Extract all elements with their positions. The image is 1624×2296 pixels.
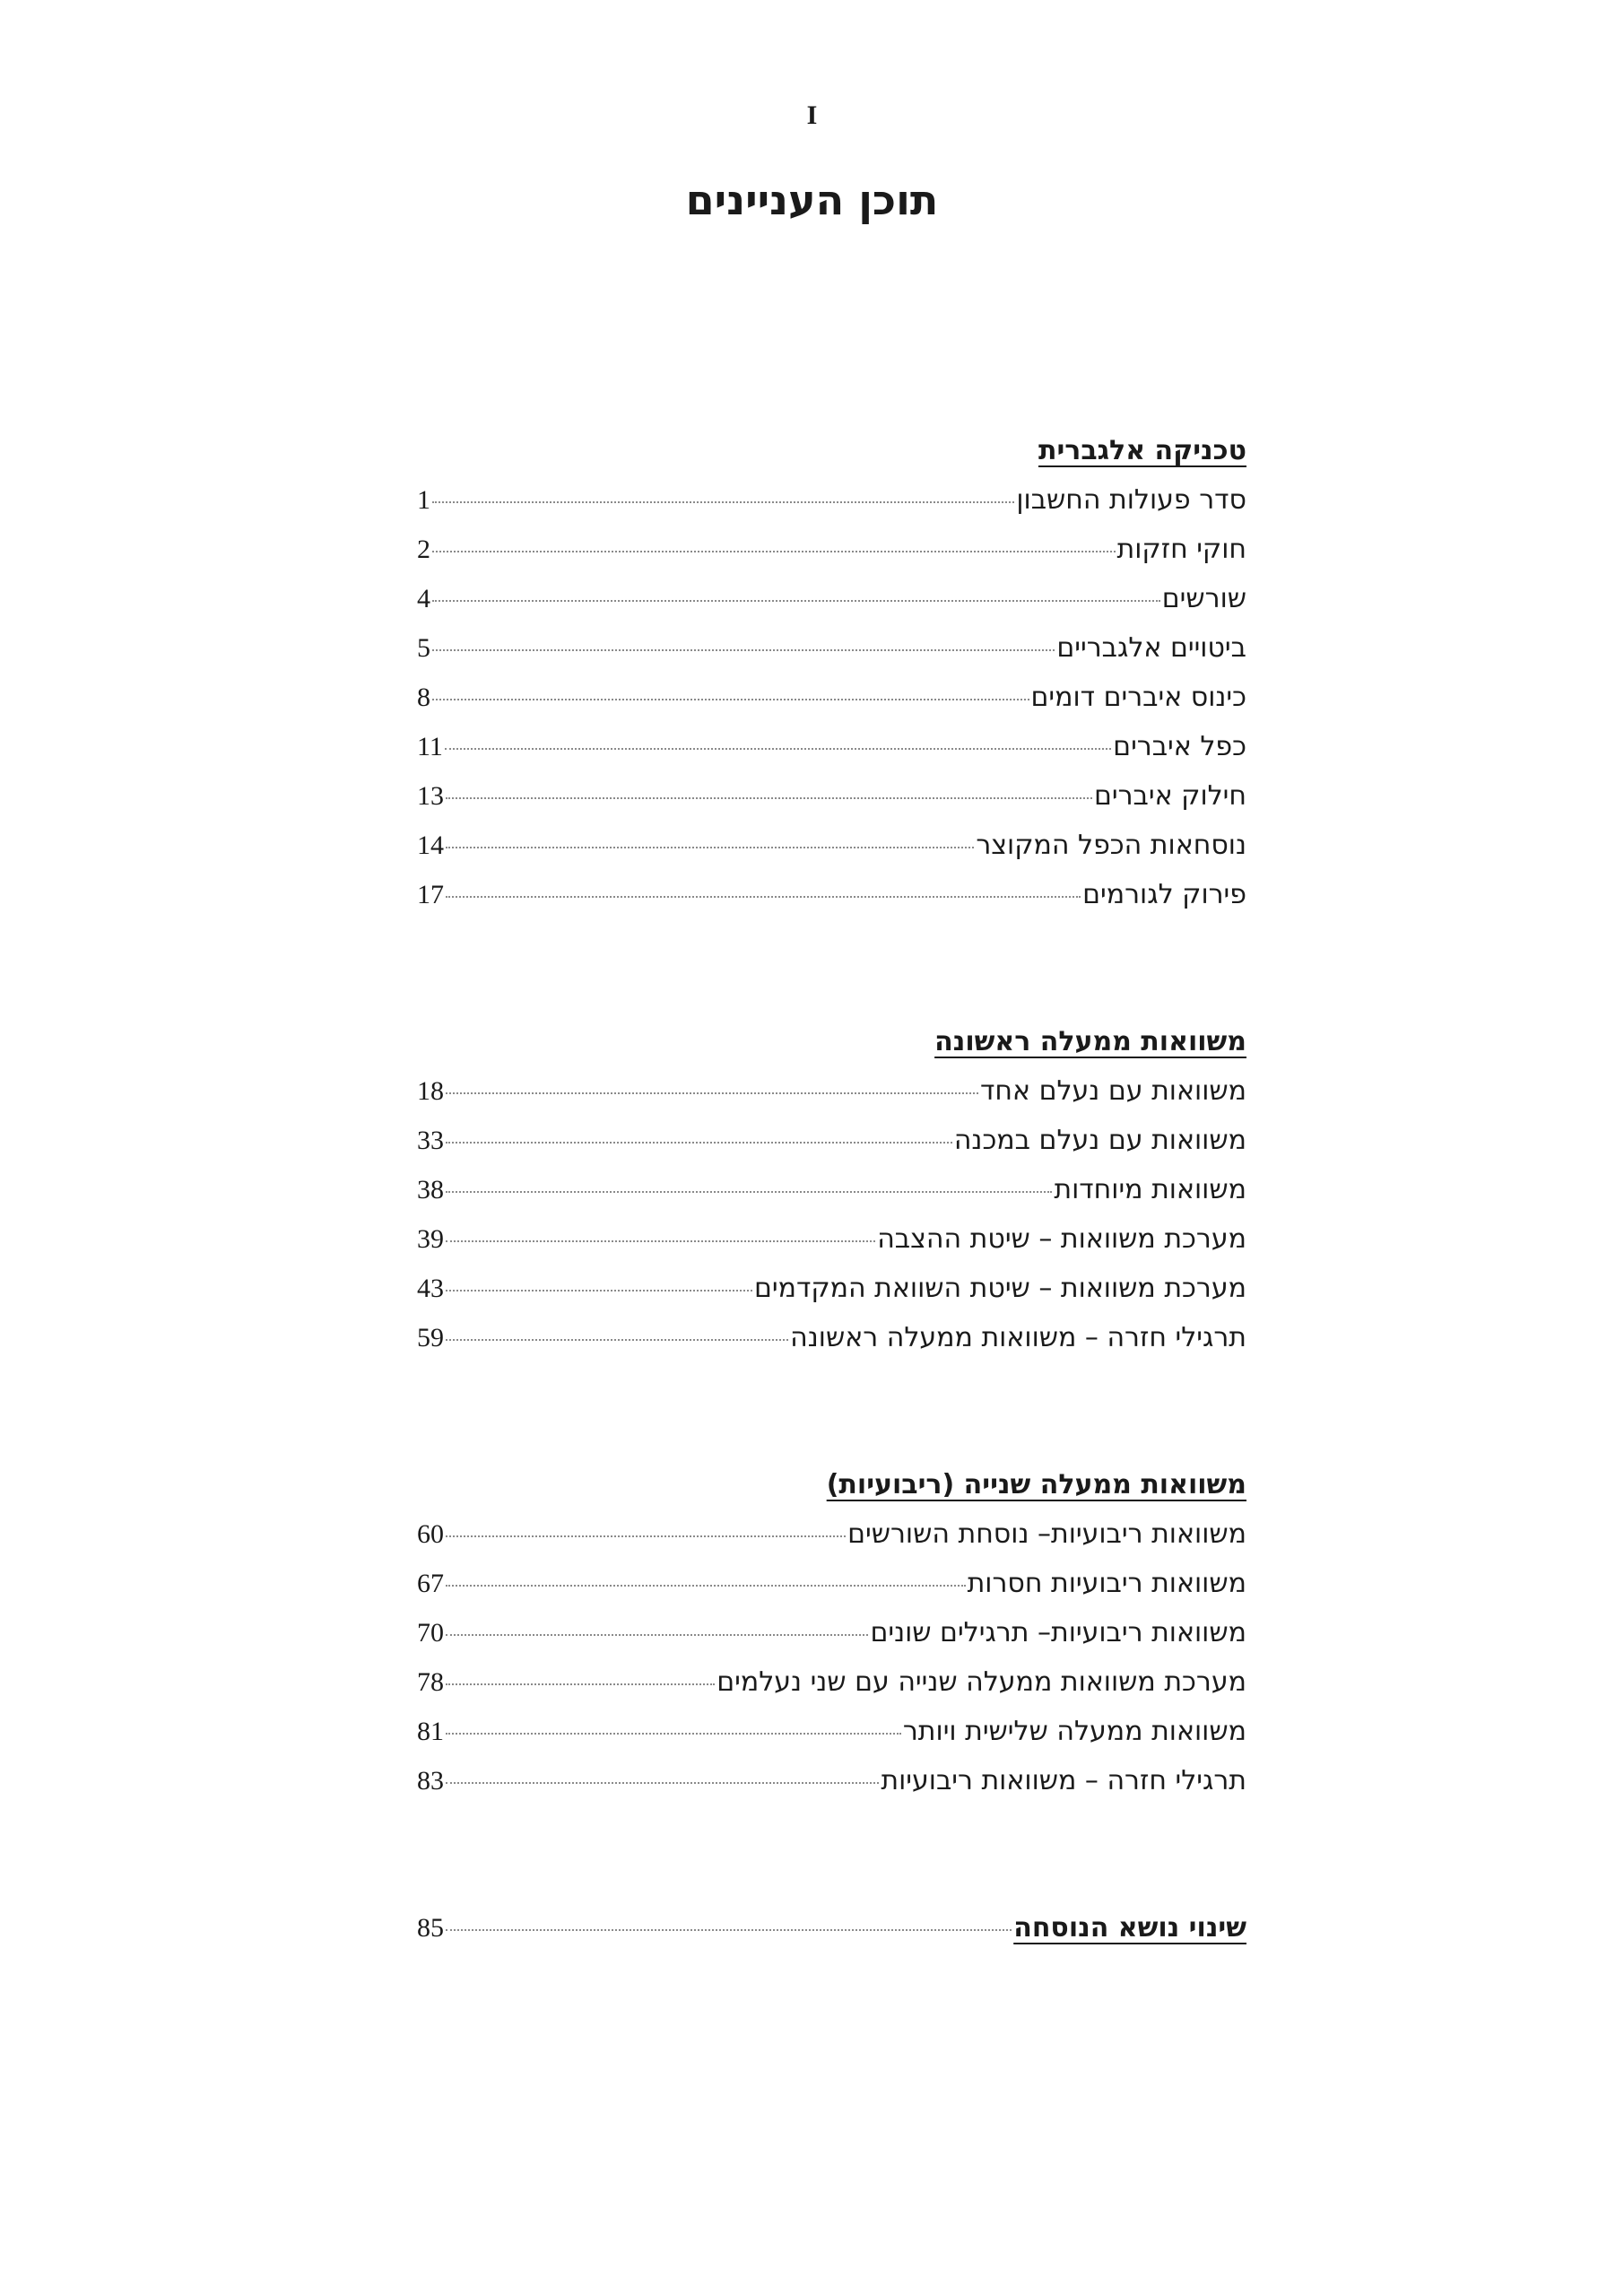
toc-section-formula-subject-change [417,1903,1246,1952]
toc-entry-title: מערכת משוואות – שיטת ההצבה [877,1223,1246,1255]
toc-entry-page: 38 [417,1175,444,1205]
dot-leader [446,1683,715,1685]
toc-entry-title: נוסחאות הכפל המקוצר [976,830,1246,861]
toc-entry-title: תרגילי חזרה – משוואות ריבועיות [881,1765,1246,1796]
toc-entry [417,1165,1246,1214]
toc-entry [417,771,1246,821]
toc-entry-page: 13 [417,781,444,811]
toc-entry-title: מערכת משוואות ממעלה שנייה עם שני נעלמים [716,1666,1246,1698]
toc-entry-page: 11 [417,732,443,761]
toc-entry-page: 8 [417,683,430,712]
dot-leader [446,1339,788,1341]
toc-entry-page: 67 [417,1569,444,1598]
toc-entry [417,821,1246,870]
toc-entry-page: 39 [417,1224,444,1254]
toc-entry [417,722,1246,771]
toc-entry-page: 59 [417,1323,444,1352]
toc-section-quadratic-equations [417,1460,1246,1805]
dot-leader [446,1142,952,1144]
dot-leader [446,1585,966,1587]
toc-entry [417,475,1246,525]
toc-entry [417,870,1246,919]
toc-section-algebraic-technique [417,426,1246,919]
toc-entry [417,1707,1246,1756]
toc-entry-title: כפל איברים [1113,731,1246,762]
toc-entry-page: 1 [417,485,430,515]
dot-leader [432,501,1014,503]
section-heading: משוואות ממעלה ראשונה [934,1026,1246,1057]
toc-entry-page: 70 [417,1618,444,1648]
toc-entry [417,1509,1246,1559]
dot-leader [446,896,1081,898]
dot-leader [446,1782,879,1784]
toc-entry [417,1066,1246,1116]
dot-leader [432,699,1029,700]
toc-entry-title: ביטויים אלגבריים [1056,632,1246,664]
toc-entry [417,525,1246,574]
toc-entry-page: 43 [417,1274,444,1303]
toc-entry-title: פירוק לגורמים [1082,879,1246,910]
dot-leader [432,649,1055,651]
dot-leader [432,551,1116,552]
toc-entry-page: 85 [417,1913,444,1943]
page-number: I [806,100,818,130]
toc-entry [417,1903,1246,1952]
dot-leader [445,748,1111,750]
toc-entry [417,623,1246,673]
toc-entry-title: חילוק איברים [1093,780,1246,812]
toc-entry-page: 5 [417,633,430,663]
toc-section-first-degree-equations [417,1017,1246,1362]
toc-entry-page: 4 [417,584,430,613]
dot-leader [446,1929,1012,1931]
toc-entry [417,1264,1246,1313]
dot-leader [446,1535,846,1537]
dot-leader [446,797,1092,799]
section-heading: טכניקה אלגברית [1038,435,1246,466]
toc-entry-title: מערכת משוואות – שיטת השוואת המקדמים [753,1273,1246,1304]
toc-entry-page: 78 [417,1667,444,1697]
toc-entry-title: משוואות עם נעלם במכנה [953,1125,1246,1156]
page-title: תוכן העניינים [685,176,939,224]
toc-entry-page: 17 [417,880,444,909]
dot-leader [446,1191,1052,1193]
dot-leader [446,1290,752,1292]
toc-entry [417,1608,1246,1657]
dot-leader [446,1240,875,1242]
toc-entry-title: משוואות ריבועיות חסרות [967,1568,1246,1599]
toc-entry-page: 33 [417,1126,444,1155]
dot-leader [432,600,1160,602]
toc-entry-title: סדר פעולות החשבון [1016,484,1246,516]
toc-entry-title: משוואות ריבועיות– נוסחת השורשים [847,1518,1246,1550]
toc-entry-title: חוקי חזקות [1116,534,1246,565]
toc-entry-title: כינוס איברים דומים [1030,682,1246,713]
toc-entry-page: 83 [417,1766,444,1796]
toc-entry [417,1313,1246,1362]
dot-leader [446,1733,901,1735]
toc-entry-title: תרגילי חזרה – משוואות ממעלה ראשונה [790,1322,1246,1353]
dot-leader [446,1092,978,1094]
dot-leader [446,1634,868,1636]
toc-entry-page: 81 [417,1717,444,1746]
toc-entry-title: משוואות ממעלה שלישית ויותר [902,1716,1246,1747]
toc-entry-title: משוואות ריבועיות– תרגילים שונים [870,1617,1246,1648]
toc-entry-title: שורשים [1161,583,1246,614]
toc-entry [417,1116,1246,1165]
toc-entry [417,1657,1246,1707]
toc-entry-page: 18 [417,1076,444,1106]
toc-entry [417,1559,1246,1608]
toc-entry-page: 60 [417,1519,444,1549]
toc-entry [417,1214,1246,1264]
toc-entry-title: שינוי נושא הנוסחה [1013,1912,1246,1944]
toc-entry [417,673,1246,722]
toc-entry-page: 14 [417,831,444,860]
toc-entry-title: משוואות עם נעלם אחד [980,1075,1246,1107]
toc-entry-title: משוואות מיוחדות [1054,1174,1246,1205]
toc-entry-page: 2 [417,535,430,564]
dot-leader [446,847,974,848]
section-heading: משוואות ממעלה שנייה (ריבועיות) [826,1469,1246,1500]
toc-entry [417,1756,1246,1805]
toc-entry [417,574,1246,623]
